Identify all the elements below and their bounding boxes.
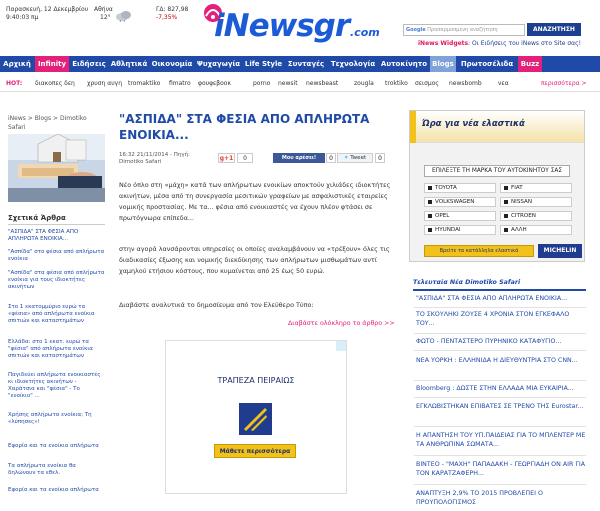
hot-link[interactable]: διακοπες δεη [35,80,75,87]
tweet-count: 0 [375,153,385,163]
brand-option[interactable] [500,197,572,207]
latest-item[interactable]: ΝΕΑ ΥΟΡΚΗ : ΕΛΛΗΝΙΔΑ Η ΔΙΕΥΘΥΝΤΡΙΑ ΣΤΟ CNN... [416,357,578,364]
hot-link[interactable]: newsit [278,80,298,87]
brand-option[interactable] [424,183,496,193]
weather-city: Αθήνα [94,6,113,13]
brand-label: TOYOTA [435,185,457,191]
time-text: 9:40:03 πμ [6,14,39,21]
related-title: Σχετικά Άρθρα [8,214,66,222]
nav-entertainment[interactable]: Ψυχαγωγία [196,60,241,68]
tires-widget [409,110,585,262]
hot-link[interactable]: σεισμος [415,80,439,87]
article-paragraph: Διαβάστε αναλυτικά το δημοσίευμα από τον Ελεύθερο Τύπο: [119,301,314,309]
google-label: Google [406,27,426,33]
hot-link[interactable]: porno [253,80,271,87]
widgets-link[interactable] [418,40,581,47]
related-item[interactable]: "Ασπίδα" στα φέσια από απλήρωτα ενοίκια για τους ιδιοκτήτες ακινήτων [8,270,105,290]
hot-link[interactable]: newsbomb [449,80,482,87]
gplus-button[interactable]: g+1 [219,155,234,162]
latest-separator [414,426,586,427]
stock-index [156,6,188,22]
hot-link[interactable]: χρυση αυγη [87,80,123,87]
article-date: 16:32 21/11/2014 - Πηγή: [119,152,190,158]
nav-lifestyle[interactable]: Life Style [244,60,283,68]
hot-more-link[interactable]: περισσότερα > [541,80,587,87]
latest-separator [414,380,586,381]
nav-infinity[interactable]: Infinity [35,56,69,72]
latest-item[interactable]: "ΑΣΠΙΔΑ" ΣΤΑ ΦΕΣΙΑ ΑΠΟ ΑΠΛΗΡΩΤΑ ΕΝΟΙΚΙΑ... [416,295,568,302]
latest-separator [414,333,586,334]
facebook-count: 0 [326,153,336,163]
bullet-icon [504,214,508,218]
read-more-link[interactable]: Διαβάστε ολόκληρο το άρθρο >> [288,320,395,327]
brand-label: FIAT [511,185,523,191]
bank-ad[interactable] [165,340,347,494]
nav-recipes[interactable]: Συνταγές [287,60,325,68]
hot-link[interactable]: newsbeast [306,80,339,87]
weather [94,6,113,22]
nav-blogs[interactable]: Blogs [430,56,456,72]
bullet-icon [428,200,432,204]
hot-link[interactable]: νεα [498,80,509,87]
hot-link[interactable]: troktiko [385,80,408,87]
brand-option[interactable] [424,197,496,207]
bullet-icon [428,186,432,190]
site-logo[interactable] [188,2,398,46]
bank-logo-icon [239,403,272,435]
weather-temp: 12° [100,14,111,21]
brand-option[interactable] [424,211,496,221]
latest-item[interactable]: Η ΑΠΑΝΤΗΣΗ ΤΟΥ ΥΠ.ΠΑΙΔΕΙΑΣ ΓΙΑ ΤΟ ΜΠΛΕΝΤΕΡ ΜΕ ΤΑ ΑΝΘΡΩΠΙΝΑ ΣΩΜΑΤΑ... [416,432,586,448]
latest-item[interactable]: ΑΝΑΠΤΥΞΗ 2,9% ΤΟ 2015 ΠΡΟΒΛΕΠΕΙ Ο ΠΡΟΥΠΟΛΟΓΙΣΜΟΣ [416,490,543,506]
stock-value: ΓΔ: 827,98 [156,6,189,13]
hot-link[interactable]: tromaktiko [128,80,161,87]
nav-home[interactable]: Αρχική [3,60,31,68]
bullet-icon [504,228,508,232]
ad-title: ΤΡΑΠΕΖΑ ΠΕΙΡΑΙΩΣ [217,376,295,385]
logo-text: iNewsgr [214,8,350,44]
latest-item[interactable]: ΒΙΝΤΕΟ - "ΜΑΧΗ" ΠΑΠΑΔΑΚΗ - ΓΕΩΡΓΙΑΔΗ ON AIR ΓΙΑ ΤΟΝ ΚΑΡΑΤΖΑΦΕΡΗ... [416,461,586,477]
nav-auto[interactable]: Αυτοκίνητο [380,60,428,68]
hot-link[interactable]: φουφεβοοκ [198,80,232,87]
gplus-count: 0 [237,153,253,163]
nav-frontpages[interactable]: Πρωτοσέλιδα [460,60,514,68]
related-item[interactable]: Τα απλήρωτα ενοίκια θα δηλώνουν τα εθελ. [8,463,76,476]
search-input[interactable] [403,24,525,36]
breadcrumb[interactable]: iNews > Blogs > Dimotiko Safari [8,115,87,131]
tires-brand-prompt: ΕΠΙΛΕΞΤΕ ΤΗ ΜΑΡΚΑ ΤΟΥ ΑΥΤΟΚΙΝΗΤΟΥ ΣΑΣ [424,165,570,177]
article-source[interactable]: Dimotiko Safari [119,159,162,165]
cloud-icon [115,10,133,22]
nav-sports[interactable]: Αθλητικά [110,60,148,68]
brand-label: HYUNDAI [435,227,461,233]
related-item[interactable]: Χρήσης απλήρωτα ενοίκια; Τη «λύπησες»! [8,412,92,425]
nav-news[interactable]: Ειδήσεις [72,60,106,68]
hot-bar [0,76,600,92]
latest-separator [414,484,586,485]
brand-option[interactable] [500,211,572,221]
hot-link[interactable]: zougla [354,80,374,87]
ad-choices-icon[interactable] [336,341,346,351]
search-placeholder: Προσαρμοσμένη αναζήτηση [427,27,498,33]
hot-label: HOT: [6,80,23,87]
related-item[interactable]: "ΑΣΠΙΔΑ" ΣΤΑ ΦΕΣΙΑ ΑΠΟ ΑΠΛΗΡΩΤΑ ΕΝΟΙΚΙΑ... [8,229,79,242]
nav-economy[interactable]: Οικονομία [151,60,193,68]
twitter-icon: ✦ [343,155,349,161]
nav-buzz[interactable]: Buzz [518,56,542,72]
brand-label: ΑΛΛΗ [511,227,527,233]
search-button[interactable]: ΑΝΑΖΗΤΗΣΗ [527,23,581,36]
brand-label: NISSAN [511,199,533,205]
logo-tld: .com [350,26,380,39]
latest-separator [414,455,586,456]
related-divider [8,224,105,225]
latest-item[interactable]: ΤΟ ΣΚΟΥΛΗΚΙ ΖΟΥΣΕ 4 ΧΡΟΝΙΑ ΣΤΟΝ ΕΓΚΕΦΑΛΟ ΤΟΥ... [416,311,570,327]
tires-header [410,111,584,143]
related-item[interactable]: Ελλάδα: στο 1 εκατ. ευρώ τα "φέσια" από απλήρωτα ενοίκια σπιτιών και καταστημάτων [8,339,93,359]
latest-divider [413,289,586,291]
hot-link[interactable]: fimatro [169,80,191,87]
widgets-text: : Οι Ειδήσεις του iNews στο Site σας! [468,40,582,47]
brand-option[interactable] [500,183,572,193]
brand-label: CITROEN [511,213,536,219]
top-bar [0,0,600,52]
stock-change: -7,35% [156,14,178,21]
tires-title: Ώρα για νέα ελαστικά [422,119,525,129]
article-title: "ΑΣΠΙΔΑ" ΣΤΑ ΦΕΣΙΑ ΑΠΟ ΑΠΛΗΡΩΤΑ ΕΝΟΙΚΙΑ... [119,112,370,142]
brand-option[interactable] [424,225,496,235]
facebook-like-button[interactable]: Μου αρέσει! [273,153,325,163]
brand-label: VOLKSWAGEN [435,199,475,205]
related-item[interactable]: "Ασπίδα" στο φέσια από απλήρωτα ενοίκια [8,249,105,262]
bullet-icon [428,214,432,218]
brand-label: OPEL [435,213,450,219]
latest-separator [414,307,586,308]
latest-item[interactable]: ΕΓΚΛΩΒΙΣΤΗΚΑΝ ΕΠΙΒΑΤΕΣ ΣΕ ΤΡΕΝΟ ΤΗΣ Eurostar... [416,403,584,410]
date-text: Παρασκευή, 12 Δεκεμβρίου [6,6,89,13]
related-item[interactable]: Εφορία και τα ενοίκια απλήρωτα [8,487,99,493]
tweet-label: Tweet [350,155,367,161]
latest-separator [414,350,586,351]
ad-learn-more-button[interactable]: Μάθετε περισσότερα [214,444,296,458]
widgets-label: iNews Widgets [418,40,469,47]
latest-separator [414,397,586,398]
article-meta [119,152,214,166]
latest-item[interactable]: ΦΩΤΟ - ΠΕΝΤΑΣΤΕΡΟ ΠΥΡΗΝΙΚΟ ΚΑΤΑΦΥΓΙΟ... [416,338,562,345]
bullet-icon [504,186,508,190]
main-nav [0,56,600,72]
brand-option[interactable] [500,225,572,235]
tires-accent-bar [410,111,416,143]
bullet-icon [504,200,508,204]
tweet-button[interactable] [337,153,373,163]
latest-item[interactable]: Bloomberg : ΔΩΣΤΕ ΣΤΗΝ ΕΛΛΑΔΑ ΜΙΑ ΕΥΚΑΙΡΙΑ... [416,385,574,392]
article-paragraph: στην αγορά λανσάρονται υπηρεσίες οι οποίες αναλαμβάνουν να «τρέξουν» όλες τις διαδικασίες έξωσης και νομικής διεκδίκησης των απλήρωτων μισθωμάτων αντί χαμηλού ετήσιου κόστους, που κυμαίνεται από 25 έως 50 ευρώ. [119,245,390,275]
latest-title: Τελευταία Νέα Dimotiko Safari [413,279,521,286]
date-time [6,6,88,22]
find-tires-button[interactable]: Βρείτε τα κατάλληλα ελαστικά [424,245,534,257]
bullet-icon [428,228,432,232]
michelin-logo: MICHELIN [538,244,582,258]
related-item[interactable]: Εφορία και τα ενοίκια απλήρωτα [8,443,99,449]
related-item[interactable]: Στο 1 εκατομμύριο ευρώ τα «φέσια» από απλήρωτα ενοίκια σπιτιών και καταστημάτων [8,304,95,324]
related-item[interactable]: Παγιδεύει απλήρωτα ενοικιαστές κι ιδιοκτήτες ακινήτων - Χαράτσια και "φέσια" - Το "ενοίκιο" ... [8,372,101,399]
nav-technology[interactable]: Τεχνολογία [330,60,376,68]
article-paragraph: Νέο όπλο στη «μάχη» κατά των απλήρωτων ενοικίων αποκτούν χιλιάδες ιδιοκτήτες ακινήτων, μέσα από τη συνεργασία μεσιτικών γραφείων με ασφαλιστικές εταιρείες νομικής προστασίας. Με τα... φέσια από ενοικιαστές να έχουν πλέον φτάσει σε πρωτόγνωρα επίπεδα... [119,181,391,222]
article-thumbnail [8,134,105,202]
